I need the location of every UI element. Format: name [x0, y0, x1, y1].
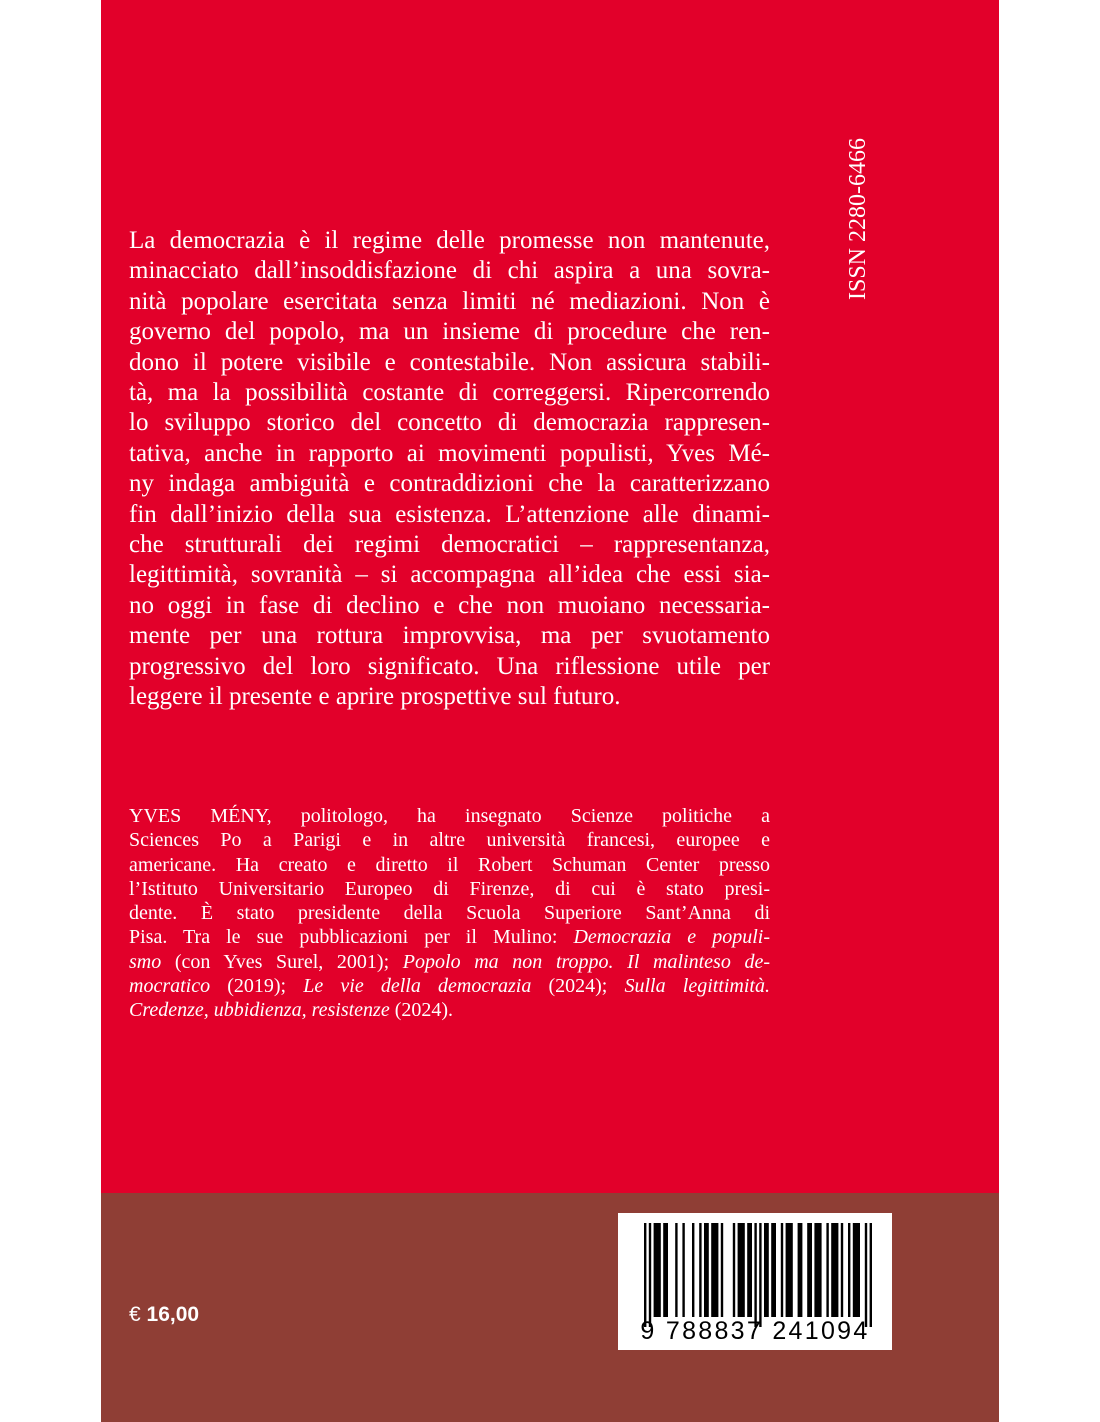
author-bio-line	[129, 974, 770, 998]
barcode-bar	[759, 1223, 761, 1327]
price-amount: 16,00	[146, 1303, 200, 1326]
barcode-bar	[826, 1223, 828, 1317]
book-title: Popolo ma non troppo. Il malinteso de-	[402, 950, 770, 973]
author-bio-line: dente. È stato presidente della Scuola Superiore Sant’Anna di	[129, 902, 770, 925]
blurb-line: tà, ma la possibilità costante di correggersi. Ripercorrendo	[129, 379, 770, 407]
author-bio-text: (2019);	[210, 975, 304, 998]
blurb-line: nità popolare esercitata senza limiti né mediazioni. Non è	[129, 287, 770, 315]
blurb-line: governo del popolo, ma un insieme di procedure che ren-	[129, 318, 770, 346]
barcode-bar	[663, 1223, 668, 1317]
author-bio-text: Pisa. Tra le sue pubblicazioni per il Mulino:	[129, 926, 574, 949]
barcode-bar	[870, 1223, 872, 1327]
barcode-bar	[699, 1223, 701, 1317]
book-title: Sulla legittimità.	[624, 975, 770, 998]
barcode-bar	[675, 1223, 677, 1317]
blurb-line: no oggi in fase di declino e che non muoiano necessaria-	[129, 591, 770, 619]
book-blurb	[129, 226, 770, 713]
issn-label: ISSN 2280-6466	[845, 137, 871, 300]
barcode-bar	[814, 1223, 821, 1317]
author-bio-line: americane. Ha creato e diretto il Robert Schuman Center presso	[129, 853, 770, 876]
author-bio	[129, 804, 770, 1023]
blurb-line: mente per una rottura improvvisa, ma per svuotamento	[129, 622, 770, 650]
author-bio-line: YVES MÉNY, politologo, ha insegnato Scienze politiche a	[129, 805, 770, 827]
author-bio-line: l’Istituto Universitario Europeo di Firenze, di cui è stato presi-	[129, 877, 770, 900]
author-bio-text: (con Yves Surel, 2001);	[161, 950, 403, 973]
author-bio-line: Sciences Po a Parigi e in altre università francesi, europee e	[129, 829, 770, 852]
barcode-bar	[781, 1223, 783, 1317]
price-label	[129, 1303, 199, 1327]
blurb-line: tativa, anche in rapporto ai movimenti populisti, Yves Mé-	[129, 439, 770, 467]
author-bio-line	[129, 925, 770, 949]
barcode	[618, 1213, 892, 1350]
barcode-bar	[865, 1223, 867, 1327]
currency-symbol: €	[129, 1303, 141, 1326]
barcode-bar	[721, 1223, 723, 1317]
author-bio-text: (2024).	[389, 999, 454, 1022]
blurb-line: lo sviluppo storico del concetto di democrazia rappresen-	[129, 409, 770, 437]
book-title: Democrazia e populi-	[573, 926, 770, 949]
barcode-bar	[798, 1223, 803, 1317]
barcode-bar	[738, 1223, 745, 1317]
author-bio-line	[129, 950, 770, 974]
barcode-bar	[786, 1223, 793, 1317]
blurb-line: leggere il presente e aprire prospettive sul futuro.	[129, 683, 621, 711]
book-title: smo	[129, 950, 162, 973]
barcode-bar	[807, 1223, 812, 1317]
author-bio-text: (2024);	[531, 975, 625, 998]
barcode-bar	[841, 1223, 843, 1317]
blurb-line: minacciato dall’insoddisfazione di chi aspira a una sovra-	[129, 257, 770, 285]
barcode-bar	[649, 1223, 651, 1327]
blurb-line: legittimità, sovranità – si accompagna all’idea che essi sia-	[129, 561, 770, 589]
barcode-bar	[848, 1223, 850, 1317]
blurb-line: La democrazia è il regime delle promesse non mantenute,	[129, 227, 770, 254]
barcode-bar	[754, 1223, 756, 1327]
blurb-line: dono il potere visibile e contestabile. Non assicura stabili-	[129, 348, 770, 376]
blurb-line: fin dall’inizio della sua esistenza. L’attenzione alle dinami-	[129, 500, 770, 528]
barcode-bar	[711, 1223, 718, 1317]
barcode-bar	[831, 1223, 838, 1317]
blurb-line: ny indaga ambiguità e contraddizioni che la caratterizzano	[129, 470, 770, 498]
barcode-bar	[733, 1223, 735, 1317]
barcode-bar	[692, 1223, 694, 1317]
barcode-bar	[704, 1223, 709, 1317]
barcode-bar	[654, 1223, 661, 1317]
blurb-line: progressivo del loro significato. Una riflessione utile per	[129, 652, 770, 680]
barcode-bar	[644, 1223, 646, 1327]
blurb-line: che strutturali dei regimi democratici – rappresentanza,	[129, 531, 770, 559]
author-bio-line	[129, 998, 770, 1022]
barcode-bar	[853, 1223, 860, 1317]
barcode-bar	[771, 1223, 776, 1317]
barcode-digits: 9 788837 241094	[640, 1317, 870, 1345]
book-title: Le vie della democrazia	[303, 975, 532, 998]
barcode-bar	[682, 1223, 684, 1317]
barcode-bar	[764, 1223, 769, 1317]
barcode-bar	[747, 1223, 752, 1317]
book-title: Credenze, ubbidienza, resistenze	[129, 999, 390, 1022]
book-title: mocratico	[129, 975, 211, 998]
